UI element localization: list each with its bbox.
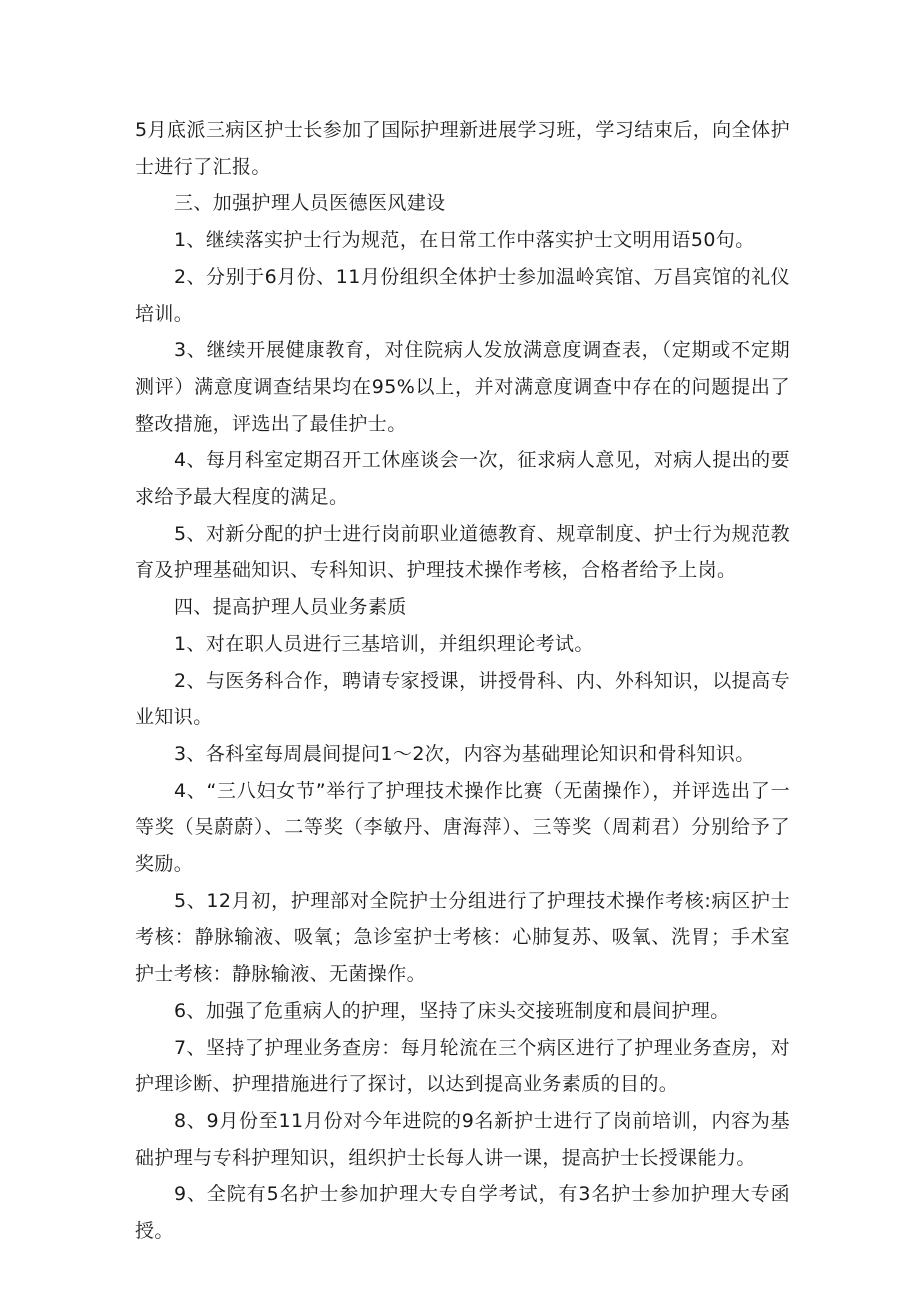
- paragraph-item: 6、加强了危重病人的护理，坚持了床头交接班制度和晨间护理。: [173, 999, 730, 1022]
- paragraph-item: 7、坚持了护理业务查房：每月轮流在三个病区进行了护理业务查房，对护理诊断、护理措施进行了探讨，以达到提高业务素质的目的。: [135, 1036, 790, 1096]
- paragraph-item: 2、分别于6月份、11月份组织全体护士参加温岭宾馆、万昌宾馆的礼仪培训。: [135, 265, 790, 325]
- paragraph-item: 3、各科室每周晨间提问1～2次，内容为基础理论知识和骨科知识。: [173, 742, 755, 765]
- paragraph-continuation: 5月底派三病区护士长参加了国际护理新进展学习班，学习结束后，向全体护士进行了汇报。: [135, 119, 790, 178]
- section-heading-4: 四、提高护理人员业务素质: [173, 596, 407, 619]
- paragraph-item: 1、继续落实护士行为规范，在日常工作中落实护士文明用语50句。: [173, 229, 755, 252]
- paragraph-item: 4、每月科室定期召开工休座谈会一次，征求病人意见，对病人提出的要求给予最大程度的满足。: [135, 449, 790, 509]
- paragraph-item: 8、9月份至11月份对今年进院的9名新护士进行了岗前培训，内容为基础护理与专科护理知识，组织护士长每人讲一课，提高护士长授课能力。: [135, 1109, 790, 1169]
- paragraph-item: 1、对在职人员进行三基培训，并组织理论考试。: [173, 632, 594, 655]
- paragraph-item: 5、12月初，护理部对全院护士分组进行了护理技术操作考核:病区护士考核：静脉输液、吸氧；急诊室护士考核：心肺复苏、吸氧、洗胃；手术室护士考核：静脉输液、无菌操作。: [135, 889, 790, 986]
- paragraph-item: 9、全院有5名护士参加护理大专自学考试，有3名护士参加护理大专函授。: [135, 1183, 790, 1243]
- document-body: [135, 112, 790, 1250]
- section-heading-3: 三、加强护理人员医德医风建设: [173, 192, 446, 215]
- paragraph-item: 4、“三八妇女节”举行了护理技术操作比赛（无菌操作），并评选出了一等奖（吴蔚蔚）、二等奖（李敏丹、唐海萍）、三等奖（周莉君）分别给予了奖励。: [135, 779, 790, 876]
- paragraph-item: 5、对新分配的护士进行岗前职业道德教育、规章制度、护士行为规范教育及护理基础知识、专科知识、护理技术操作考核，合格者给予上岗。: [135, 522, 790, 582]
- paragraph-item: 2、与医务科合作，聘请专家授课，讲授骨科、内、外科知识，以提高专业知识。: [135, 669, 790, 729]
- paragraph-item: 3、继续开展健康教育，对住院病人发放满意度调查表，（定期或不定期测评）满意度调查结果均在95%以上，并对满意度调查中存在的问题提出了整改措施，评选出了最佳护士。: [135, 339, 790, 435]
